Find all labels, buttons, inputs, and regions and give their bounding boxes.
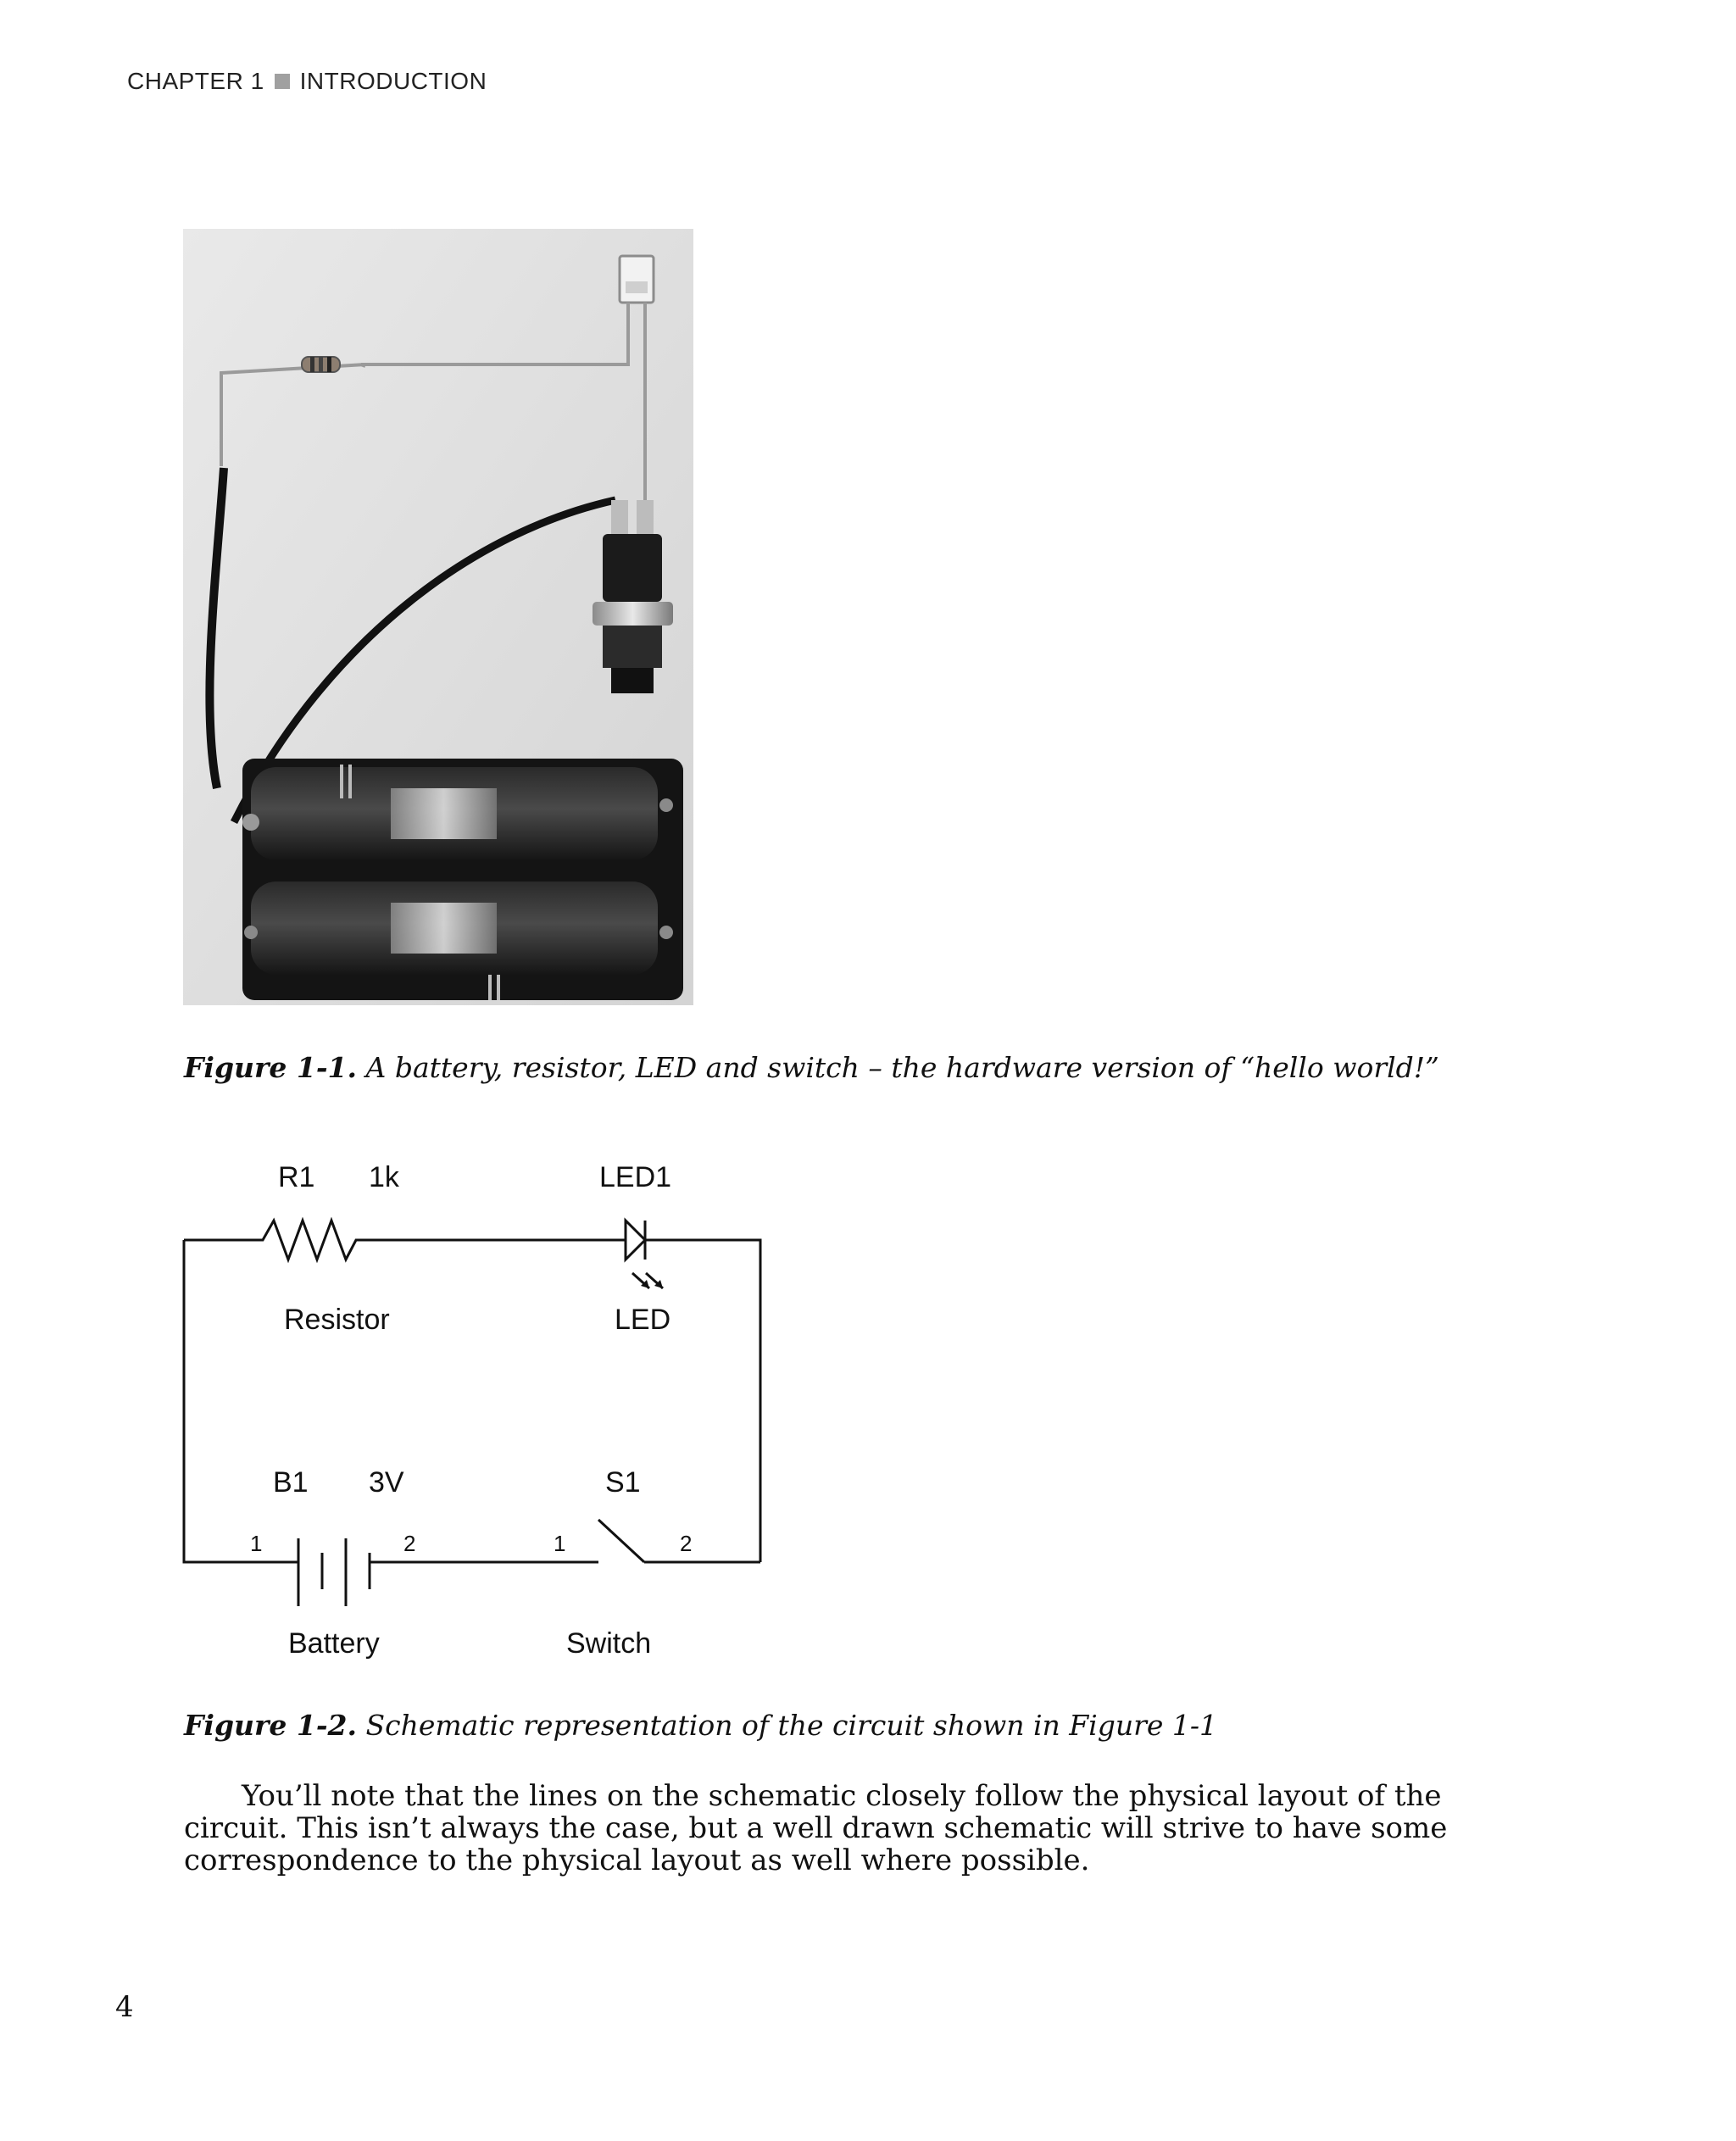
square-separator-icon bbox=[275, 74, 290, 89]
figure-1-caption bbox=[184, 1051, 1439, 1084]
resistor-value: 1k bbox=[369, 1161, 399, 1193]
resistor-name: Resistor bbox=[284, 1304, 390, 1336]
page-number: 4 bbox=[115, 1990, 134, 2024]
battery-value: 3V bbox=[369, 1466, 404, 1499]
circuit-schematic bbox=[178, 1153, 771, 1678]
running-head bbox=[127, 68, 487, 95]
chapter-label: CHAPTER 1 bbox=[127, 68, 264, 94]
switch-pin-2: 2 bbox=[680, 1531, 693, 1556]
circuit-photo bbox=[183, 229, 693, 1005]
figure-1-caption-text: A battery, resistor, LED and switch – the hardware version of “hello world!” bbox=[365, 1051, 1439, 1084]
led-name: LED bbox=[615, 1304, 671, 1336]
battery-pin-1: 1 bbox=[250, 1531, 263, 1556]
switch-pin-1: 1 bbox=[554, 1531, 566, 1556]
figure-2-caption-text: Schematic representation of the circuit shown in Figure 1-1 bbox=[365, 1709, 1218, 1742]
switch-ref: S1 bbox=[605, 1466, 641, 1499]
body-paragraph: You’ll note that the lines on the schematic closely follow the physical layout of the circuit. This isn’t always the case, but a well drawn schematic will strive to have some correspondence to the physical layout as well where possible. bbox=[184, 1779, 1448, 1877]
figure-2-caption bbox=[184, 1709, 1217, 1742]
body-text bbox=[184, 1780, 1540, 1877]
battery-ref: B1 bbox=[273, 1466, 309, 1499]
switch-name: Switch bbox=[566, 1627, 652, 1660]
figure-2-label: Figure 1-2. bbox=[184, 1709, 358, 1742]
battery-pin-2: 2 bbox=[403, 1531, 416, 1556]
led-ref: LED1 bbox=[599, 1161, 672, 1193]
figure-1-label: Figure 1-1. bbox=[184, 1051, 358, 1084]
section-label: INTRODUCTION bbox=[299, 68, 487, 94]
resistor-ref: R1 bbox=[278, 1161, 315, 1193]
battery-name: Battery bbox=[288, 1627, 380, 1660]
